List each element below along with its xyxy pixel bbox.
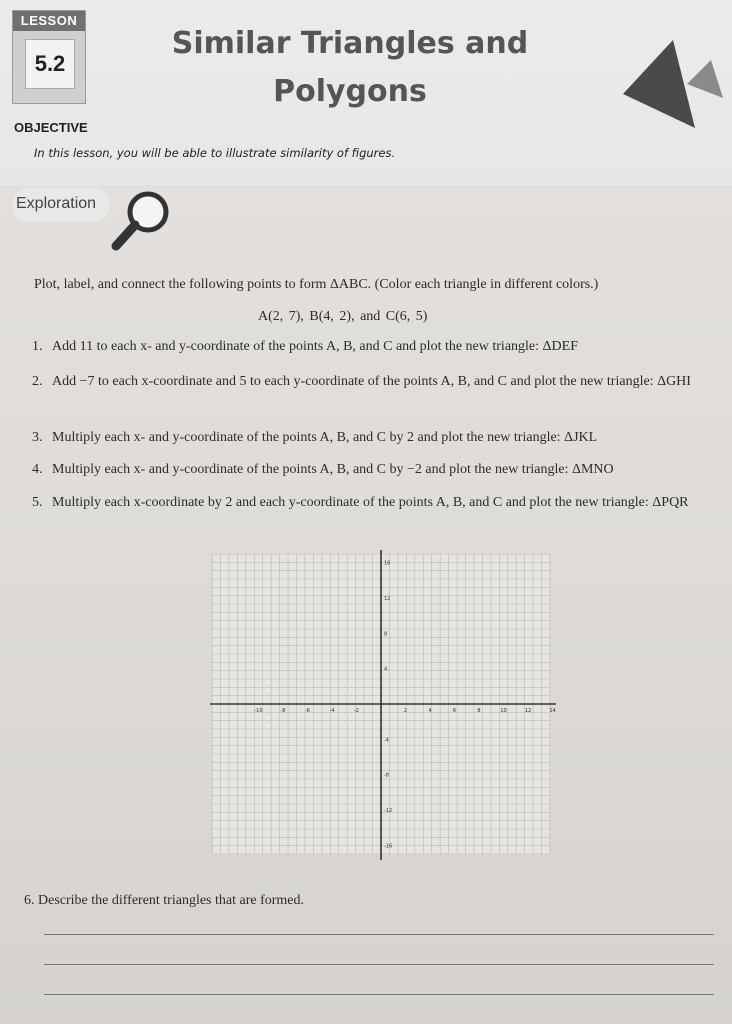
x-tick-label: -10 <box>254 708 263 714</box>
y-tick-label: 12 <box>384 596 391 602</box>
x-tick-label: 6 <box>452 708 457 714</box>
y-tick-label: -16 <box>384 843 393 850</box>
item-number: 3. <box>32 430 43 445</box>
lesson-number: 5.2 <box>25 39 75 89</box>
given-points: A(2, 7), B(4, 2), and C(6, 5) <box>258 309 428 324</box>
magnifier-icon <box>108 190 178 254</box>
x-tick-label: 14 <box>549 708 556 714</box>
y-tick-label: 4 <box>384 666 388 673</box>
item-text: Add 11 to each x- and y-coordinate of the points A, B, and C and plot the new triangle: ΔDEF <box>52 339 578 354</box>
x-tick-label: 4 <box>428 708 432 714</box>
item-text: Multiply each x-coordinate by 2 and each y-coordinate of the points A, B, and C and plot the new triangle: ΔPQR <box>52 495 689 510</box>
x-tick-label: -2 <box>353 708 359 714</box>
lesson-badge <box>12 10 86 104</box>
item-text: Multiply each x- and y-coordinate of the points A, B, and C by −2 and plot the new triangle: ΔMNO <box>52 462 614 477</box>
x-tick-label: 8 <box>477 708 481 714</box>
item-text: Multiply each x- and y-coordinate of the points A, B, and C by 2 and plot the new triangle: ΔJKL <box>52 430 598 445</box>
item-number: 5. <box>32 495 43 510</box>
item-number: 1. <box>32 339 43 354</box>
item-number: 4. <box>32 462 43 477</box>
answer-line <box>44 994 714 995</box>
title-line-1: Similar Triangles and <box>171 26 529 61</box>
y-tick-label: -8 <box>384 772 389 779</box>
title-line-2: Polygons <box>273 74 427 109</box>
answer-line <box>44 964 714 965</box>
y-tick-label: 16 <box>384 560 391 567</box>
x-tick-label: -6 <box>304 708 310 714</box>
objective-text: In this lesson, you will be able to illustrate similarity of figures. <box>34 146 396 160</box>
triangles-icon <box>615 38 725 133</box>
x-tick-label: 10 <box>500 708 507 714</box>
intro-text: Plot, label, and connect the following points to form ΔABC. (Color each triangle in different colors.) <box>34 277 599 292</box>
x-tick-label: 2 <box>403 708 408 714</box>
page-title <box>150 20 550 116</box>
answer-line <box>44 934 714 935</box>
lesson-tag: LESSON <box>13 11 85 31</box>
objective-label: OBJECTIVE <box>14 120 88 135</box>
exploration-label: Exploration <box>16 195 97 212</box>
question-6 <box>24 893 304 909</box>
x-tick-label: -4 <box>329 708 335 714</box>
item-number: 2. <box>32 374 43 389</box>
y-tick-label: -12 <box>384 808 393 814</box>
item-text: Add −7 to each x-coordinate and 5 to each y-coordinate of the points A, B, and C and plot the new triangle: ΔGHI <box>52 374 691 389</box>
y-tick-label: 8 <box>384 631 388 638</box>
x-tick-label: -8 <box>280 708 286 714</box>
x-tick-label: 12 <box>524 708 532 714</box>
y-tick-label: -4 <box>384 737 389 744</box>
coordinate-grid <box>208 550 558 862</box>
question-number: 6. <box>24 893 35 908</box>
question-text: Describe the different triangles that are formed. <box>38 893 305 908</box>
